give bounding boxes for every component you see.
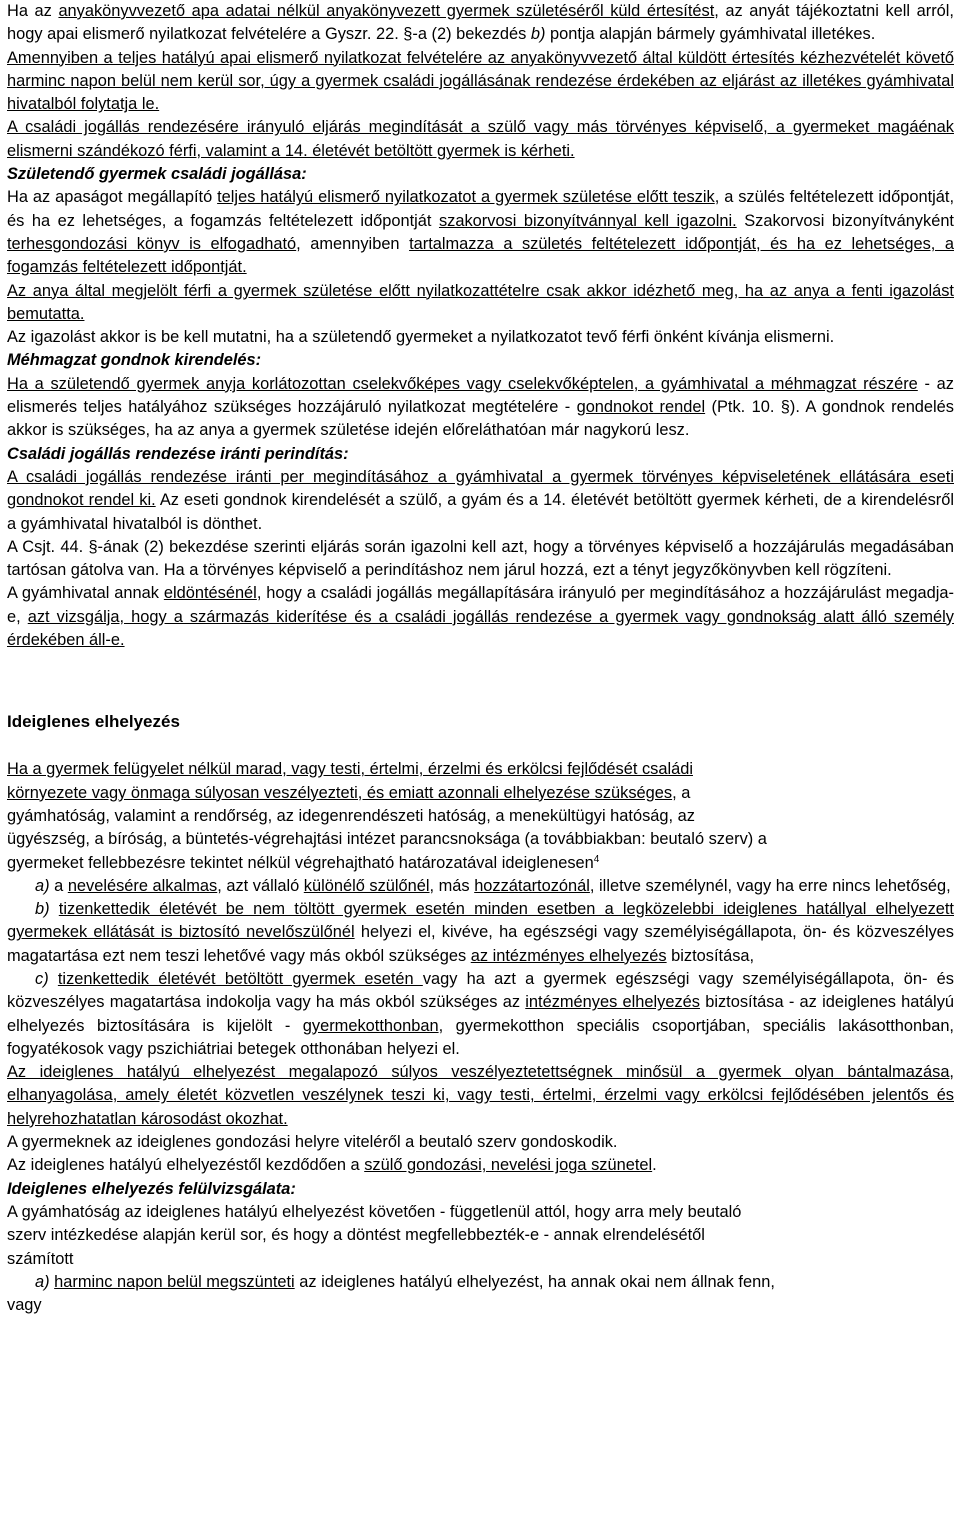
paragraph-thirty-days: Amennyiben a teljes hatályú apai elismerő nyilatkozat felvételére az anyakönyvvezető által küldött értesítés kézhezvételét követő harminc napon belül nem kerül sor, úgy a gyermek családi jogállásának rendezése érdekében az eljárást az illetékes gyámhivatal hivatalból folytatja le. (7, 48, 954, 114)
text-run: számított (7, 1249, 74, 1268)
text-run-underlined: szülő gondozási, nevelési joga szünetel (364, 1156, 653, 1175)
text-run: biztosítása - az ideiglenes hatályú elhelyezés biztosítására is kijelölt - (7, 993, 955, 1035)
paragraph-paternity-before-birth (7, 186, 954, 279)
text-run-underlined: terhesgondozási könyv is elfogadható (7, 234, 297, 253)
text-run: gyámhatóság, valamint a rendőrség, az idegenrendészeti hatóság, a menekültügyi hatóság, az (7, 806, 695, 825)
text-run: A gyámhivatal annak (7, 584, 164, 603)
text-run-underlined: környezete vagy önmaga súlyosan veszélyezteti, és emiatt azonnali elhelyezése szükséges (7, 783, 673, 802)
paragraph-fetus-guardian (7, 373, 954, 443)
text-run-underlined: különélő szülőnél (303, 876, 430, 895)
text-run: gyermeket fellebbezésre tekintet nélkül végrehajtható határozatával ideiglenesen (7, 853, 594, 872)
family-status-section (7, 0, 954, 652)
text-run: , más (429, 876, 475, 895)
text-run-underlined: nevelésére alkalmas (67, 876, 218, 895)
text-run: (Ptk. 10. §). A gondnok rendelés akkor is szükséges, ha az anya a gyermek születése idején előreláthatóan már nagykorú lesz. (7, 398, 954, 440)
list-label: a) (35, 876, 50, 895)
text-run: , illetve személynél, vagy ha erre nincs lehetőség, (589, 876, 951, 895)
text-run: , a (672, 783, 691, 802)
heading-placement-review: Ideiglenes elhelyezés felülvizsgálata: (7, 1179, 296, 1198)
paragraph-review-intro (7, 1201, 954, 1271)
text-run: Az eseti gondnok kirendelését a szülő, a gyám és a 14. életévét betöltött gyermek kérheti, de a kirendelésről a gyámhivatal hivatalból is dönthet. (7, 491, 954, 533)
text-run-underlined: eldöntésénél (163, 584, 257, 603)
text-run-underlined: A családi jogállás rendezése iránti per megindításához a gyámhivatal a gyermek törvényes képviseletének ellátására eseti gondnokot rendel ki. (7, 467, 954, 510)
text-run: vagy ha azt a gyermek egészségi vagy személyiségállapota, ön- és közveszélyes magatartása indokolja vagy ha más okból szükséges az (7, 969, 954, 1012)
text-run: Ha az (7, 2, 59, 20)
text-run: az ideiglenes hatályú elhelyezést, ha annak okai nem állnak fenn, (294, 1272, 775, 1291)
text-run: biztosítása, (666, 946, 755, 965)
text-run: , gyermekotthon speciális csoportjában, speciális lakásotthonban, fogyatékosok vagy pszichiátriai betegek otthonában helyezi el. (7, 1016, 954, 1058)
list-item-c (7, 968, 954, 1061)
text-run: Az ideiglenes hatályú elhelyezéstől kezdődően a (7, 1156, 365, 1175)
text-run-underlined: az intézményes elhelyezés (470, 946, 667, 965)
spacer (7, 734, 954, 758)
text-run: , a szülés feltételezett időpontját, és ha ez lehetséges, a fogamzás feltételezett időpontját (7, 188, 954, 230)
paragraph-placement-intro (7, 758, 954, 874)
paragraph-procedure-initiation: A családi jogállás rendezésére irányuló eljárás megindítását a szülő vagy más törvényes képviselő, a gyermeket magáénak elismerni szándékozó férfi, valamint a 14. életévét betöltött gyermek is kérheti. (7, 118, 954, 160)
list-item-b (7, 898, 954, 968)
text-run: helyezi el, kivéve, ha egészségi vagy személyiségállapota, ön- és közveszélyes magatartása ezt nem teszi lehetővé vagy más okból szükséges (7, 923, 954, 965)
text-run: , az anyát tájékoztatni kell arról, hogy apai elismerő nyilatkozat felvételére a Gyszr. 22. §-a (2) bekezdés (7, 2, 954, 44)
text-run: szerv intézkedése alapján kerül sor, és hogy a döntést megfellebbezték-e - annak elrendelésétől (7, 1226, 705, 1245)
text-run: , amennyiben (296, 234, 410, 253)
text-run: A gyámhatóság az ideiglenes hatályú elhelyezést követően - függetlenül attól, hogy arra mely beutaló (7, 1202, 742, 1221)
text-run: , hogy a családi jogállás megállapítására irányuló per megindításához a hozzájárulást megadja-e, (7, 584, 954, 626)
text-run-underlined: hozzátartozónál (474, 876, 590, 895)
text-run (49, 970, 58, 988)
text-run-underlined: intézményes elhelyezés (525, 993, 700, 1012)
heading-fetus-guardian: Méhmagzat gondnok kirendelés: (7, 351, 262, 370)
text-run: Szakorvosi bizonyítványként (736, 211, 954, 230)
footnote-marker[interactable]: 4 (593, 853, 600, 865)
text-run-underlined: Ha a születendő gyermek anyja korlátozottan cselekvőképes vagy cselekvőképtelen, a gyámhivatal a méhmagzat részére (7, 374, 918, 393)
text-run: vagy (7, 1296, 42, 1315)
text-run: ügyészség, a bíróság, a büntetés-végrehajtási intézet parancsnoksága (a továbbiakban: beutaló szerv) a (7, 830, 767, 849)
paragraph-serious-endangerment: Az ideiglenes hatályú elhelyezést megalapozó súlyos veszélyeztetettségnek minősül a gyermek olyan bántalmazása, elhanyagolása, amely életét közvetlen veszélynek teszi ki, vagy testi, értelmi, érzelmi vagy erkölcsi fejlődésében jelentős és helyrehozhatatlan károsodást okozhat. (7, 1063, 954, 1128)
text-run: - az elismerés teljes hatályához szükséges hozzájáruló nyilatkozat megtételére - (7, 374, 954, 417)
text-run-underlined: tizenkettedik életévét be nem töltött gyermek esetén minden esetben a legközelebbi ideiglenes hatállyal elhelyezett gyermekek ellátását is biztosító nevelőszülőnél (7, 900, 954, 942)
spacer (7, 652, 954, 710)
text-run-underlined: teljes hatályú elismerő nyilatkozatot a gyermek születése előtt teszik (217, 188, 715, 207)
text-run: Ha az apaságot megállapító (7, 188, 218, 207)
paragraph-lawsuit-guardian (7, 466, 954, 536)
text-run: a (49, 876, 68, 895)
list-label: b) (35, 900, 50, 919)
text-run-underlined: azt vizsgálja, hogy a származás kiderítése és a családi jogállás rendezése a gyermek vagy gondnokság alatt álló személy érdekében áll-e. (7, 607, 954, 650)
list-label: c) (35, 969, 49, 988)
list-item-review-a (7, 1271, 954, 1318)
heading-unborn-child-status: Születendő gyermek családi jogállása: (7, 165, 307, 184)
text-run-underlined: szakorvosi bizonyítvánnyal kell igazolni. (438, 211, 737, 230)
text-run-underlined: anyakönyvvezető apa adatai nélkül anyakönyvezett gyermek születéséről küld értesítést (58, 2, 715, 20)
text-run-underlined: tartalmazza a születés feltételezett időpontját, és ha ez lehetséges, a fogamzás feltételezett időpontját. (7, 234, 954, 277)
paragraph-csjt-44: A Csjt. 44. §-ának (2) bekezdése szerinti eljárás során igazolni kell azt, hogy a törvényes képviselő a hozzájárulás megadásában tartósan gátolva van. Ha a törvényes képviselő a perindításhoz nem járul hozzá, ezt a tényt jegyzőkönyvben kell rögzíteni. (7, 537, 954, 580)
paragraph-guardianship-decision (7, 582, 954, 652)
paragraph-summoning-man: Az anya által megjelölt férfi a gyermek születése előtt nyilatkozattételre csak akkor idézhető meg, ha az anya a fenti igazolást bemutatta. (7, 281, 954, 323)
text-run-underlined: tizenkettedik életévét betöltött gyermek esetén (57, 969, 423, 988)
heading-lawsuit: Családi jogállás rendezése iránti perindítás: (7, 444, 349, 463)
text-run: pontja alapján bármely gyámhivatal illetékes. (545, 25, 876, 44)
text-run-underlined: Ha a gyermek felügyelet nélkül marad, vagy testi, értelmi, érzelmi és erkölcsi fejlődését családi (7, 760, 693, 779)
text-run-underlined: harminc napon belül megszünteti (54, 1272, 295, 1291)
list-label: a) (35, 1272, 50, 1291)
paragraph-transport: A gyermeknek az ideiglenes gondozási helyre viteléről a beutaló szerv gondoskodik. (7, 1133, 618, 1152)
text-run (50, 900, 59, 918)
paragraph-parental-right-suspended (7, 1154, 954, 1177)
text-run-underlined: gondnokot rendel (576, 398, 706, 417)
text-run-italic: b) (530, 25, 546, 44)
paragraph-certificate-voluntary: Az igazolást akkor is be kell mutatni, ha a születendő gyermeket a nyilatkozatot tevő férfi önként kívánja elismerni. (7, 328, 835, 347)
paragraph-notification (7, 0, 954, 47)
heading-temporary-placement: Ideiglenes elhelyezés (7, 712, 180, 732)
temporary-placement-section (7, 758, 954, 1317)
text-run-underlined: gyermekotthonban (302, 1016, 439, 1035)
text-run: . (652, 1156, 657, 1175)
list-item-a (7, 875, 954, 898)
text-run: , azt vállaló (217, 876, 304, 895)
